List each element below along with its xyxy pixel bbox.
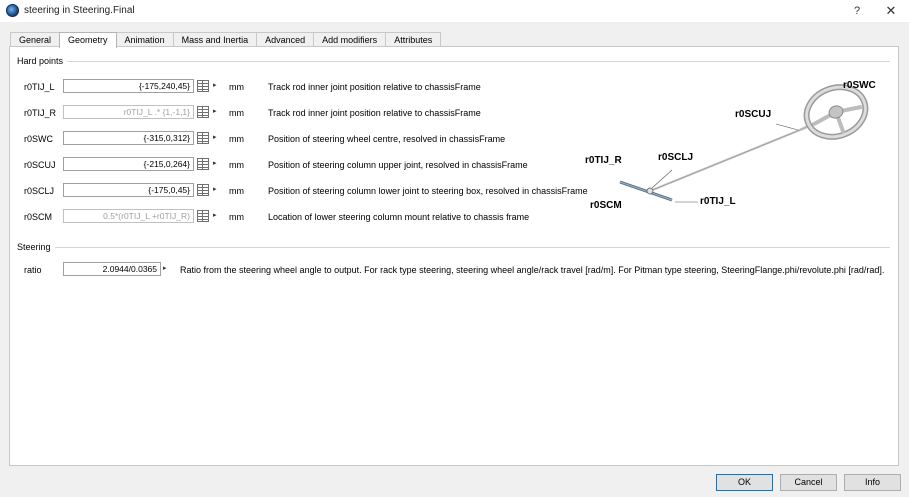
leader-line-scuj: [776, 124, 798, 130]
menu-arrow-icon[interactable]: ▸: [163, 265, 167, 272]
param-label-r0swc: r0SWC: [24, 134, 53, 144]
diagram-label-r0sclj: r0SCLJ: [658, 152, 694, 163]
diagram-label-r0tij-l: r0TIJ_L: [700, 196, 736, 207]
tab-add-modifiers[interactable]: Add modifiers: [313, 32, 386, 47]
menu-arrow-icon[interactable]: ▸: [213, 108, 217, 115]
menu-arrow-icon[interactable]: ▸: [213, 212, 217, 219]
ratio-description: Ratio from the steering wheel angle to output. For rack type steering, steering wheel angle/rack travel [rad/m]. For Pitman type steering, SteeringFlange.phi/revolute.phi [rad/rad].: [180, 265, 885, 275]
steering-geometry-diagram: [580, 72, 890, 222]
tab-advanced[interactable]: Advanced: [256, 32, 314, 47]
help-button[interactable]: ?: [853, 5, 861, 17]
close-button[interactable]: ✕: [885, 3, 897, 18]
tab-mass-and-inertia[interactable]: Mass and Inertia: [173, 32, 258, 47]
tab-attributes[interactable]: Attributes: [385, 32, 441, 47]
param-label-ratio: ratio: [24, 265, 42, 275]
steering-title: Steering: [17, 242, 55, 252]
unit-label: mm: [229, 160, 244, 170]
diagram-label-r0swc: r0SWC: [843, 80, 876, 91]
edit-matrix-icon[interactable]: [197, 158, 209, 170]
param-input-r0scm[interactable]: 0.5*(r0TIJ_L +r0TIJ_R): [63, 209, 194, 223]
edit-matrix-icon[interactable]: [197, 106, 209, 118]
cancel-button[interactable]: Cancel: [780, 474, 837, 491]
param-input-r0sclj[interactable]: {-175,0,45}: [63, 183, 194, 197]
param-input-r0tij-r[interactable]: r0TIJ_L .* {1,-1,1}: [63, 105, 194, 119]
edit-matrix-icon[interactable]: [197, 132, 209, 144]
param-input-ratio[interactable]: 2.0944/0.0365: [63, 262, 161, 276]
app-globe-icon: [6, 4, 19, 17]
param-description: Track rod inner joint position relative to chassisFrame: [268, 108, 481, 118]
tab-animation[interactable]: Animation: [116, 32, 174, 47]
unit-label: mm: [229, 186, 244, 196]
unit-label: mm: [229, 134, 244, 144]
edit-matrix-icon[interactable]: [197, 184, 209, 196]
param-input-r0scuj[interactable]: {-215,0,264}: [63, 157, 194, 171]
window-title: steering in Steering.Final: [24, 5, 135, 16]
info-button[interactable]: Info: [844, 474, 901, 491]
param-input-r0swc[interactable]: {-315,0,312}: [63, 131, 194, 145]
hard-points-divider: [18, 61, 890, 62]
param-label-r0tij-l: r0TIJ_L: [24, 82, 55, 92]
param-description: Position of steering column upper joint, resolved in chassisFrame: [268, 160, 528, 170]
diagram-label-r0scm: r0SCM: [590, 200, 622, 211]
param-description: Location of lower steering column mount relative to chassis frame: [268, 212, 530, 222]
param-label-r0scuj: r0SCUJ: [24, 160, 56, 170]
diagram-label-r0tij-r: r0TIJ_R: [585, 155, 622, 166]
tab-bar: [10, 32, 440, 47]
menu-arrow-icon[interactable]: ▸: [213, 160, 217, 167]
unit-label: mm: [229, 108, 244, 118]
param-description: Track rod inner joint position relative to chassisFrame: [268, 82, 481, 92]
menu-arrow-icon[interactable]: ▸: [213, 82, 217, 89]
lower-joint-marker: [647, 188, 653, 194]
edit-matrix-icon[interactable]: [197, 80, 209, 92]
param-label-r0scm: r0SCM: [24, 212, 53, 222]
param-input-r0tij-l[interactable]: {-175,240,45}: [63, 79, 194, 93]
steering-divider: [18, 247, 890, 248]
tab-geometry[interactable]: Geometry: [59, 32, 117, 48]
hard-points-title: Hard points: [17, 56, 67, 66]
ok-button[interactable]: OK: [716, 474, 773, 491]
param-description: Position of steering wheel centre, resolved in chassisFrame: [268, 134, 506, 144]
param-label-r0tij-r: r0TIJ_R: [24, 108, 57, 118]
param-description: Position of steering column lower joint to steering box, resolved in chassisFrame: [268, 186, 588, 196]
title-bar: [0, 0, 909, 22]
diagram-label-r0scuj: r0SCUJ: [735, 109, 772, 120]
tab-general[interactable]: General: [10, 32, 60, 47]
param-label-r0sclj: r0SCLJ: [24, 186, 55, 196]
unit-label: mm: [229, 212, 244, 222]
menu-arrow-icon[interactable]: ▸: [213, 134, 217, 141]
menu-arrow-icon[interactable]: ▸: [213, 186, 217, 193]
unit-label: mm: [229, 82, 244, 92]
edit-matrix-icon[interactable]: [197, 210, 209, 222]
